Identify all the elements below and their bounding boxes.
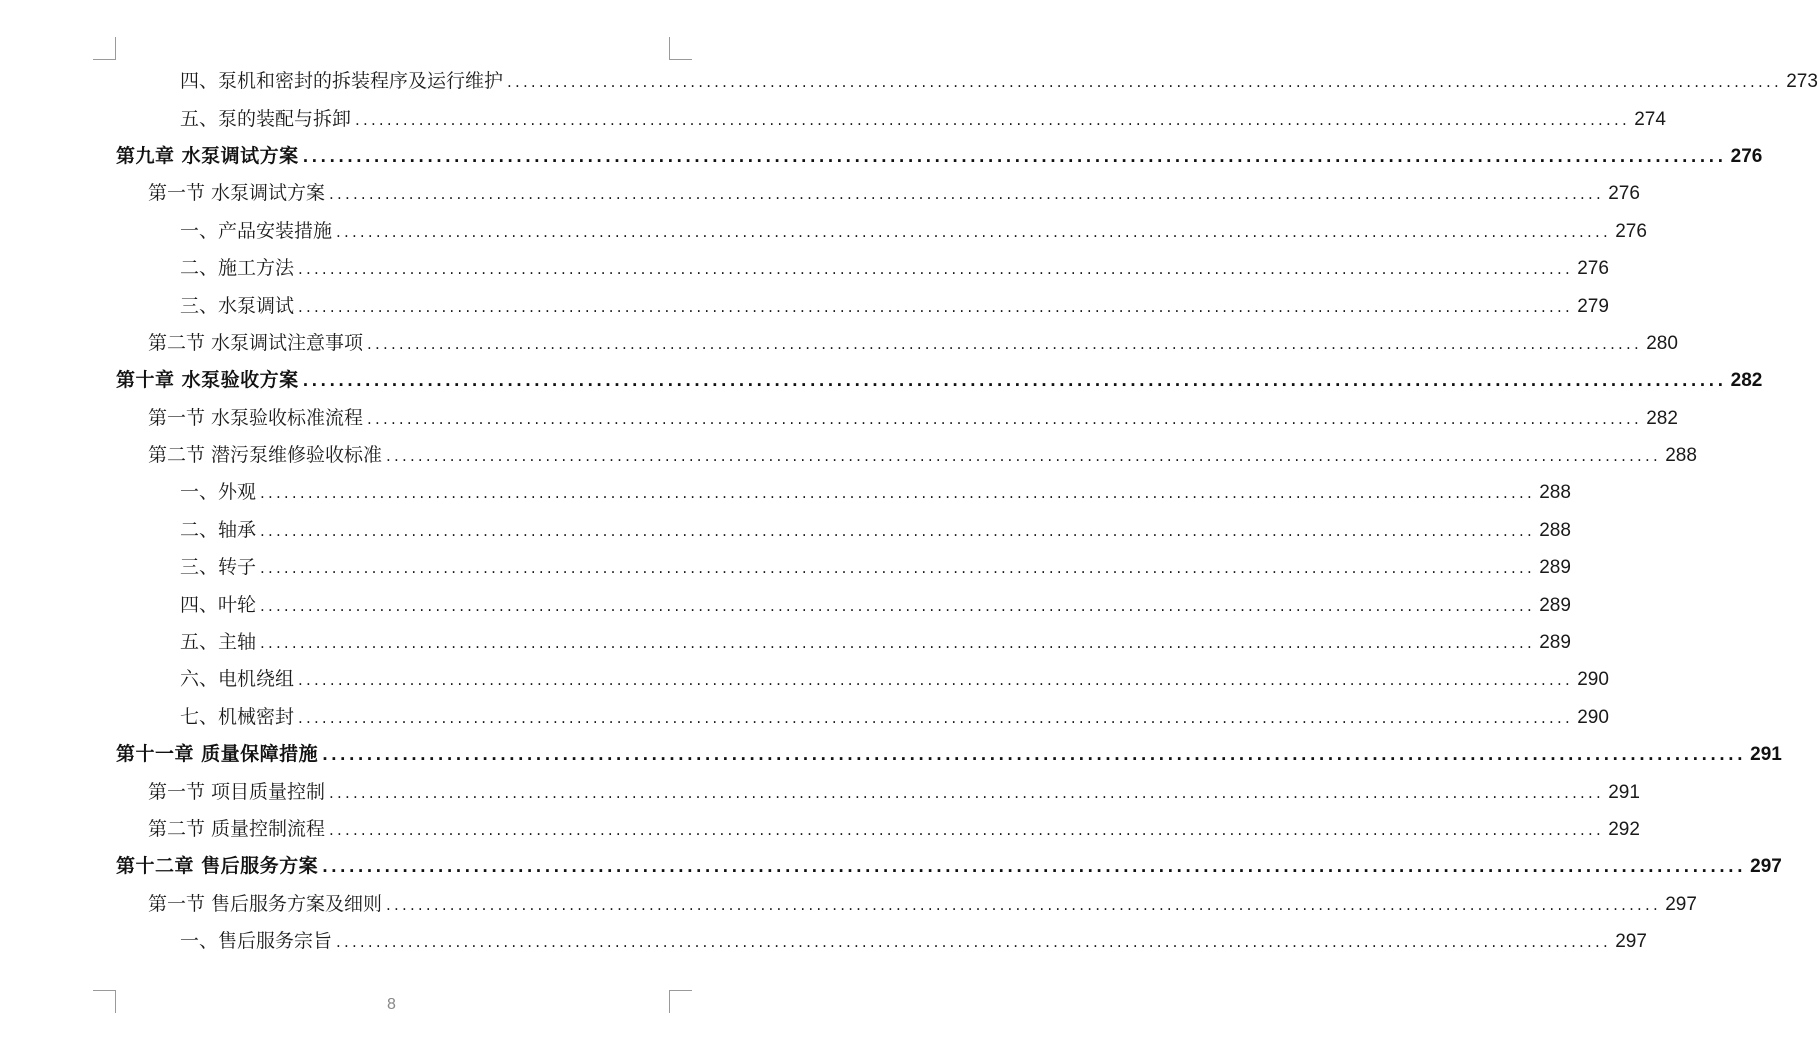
toc-entry-title: 四、叶轮 (180, 593, 257, 616)
toc-entry-page-number: 292 (1608, 819, 1640, 840)
toc-dot-leader: ................................................................................................................................................................ (302, 372, 1727, 391)
toc-dot-leader: ................................................................................................................................................................ (336, 222, 1611, 241)
toc-entry-title: 三、水泵调试 (180, 294, 295, 317)
toc-entry-subsection[interactable] (0, 661, 1609, 698)
toc-entry-subsection[interactable] (0, 699, 1609, 736)
toc-entry-page-number: 280 (1646, 332, 1678, 354)
toc-entry-title: 第九章 水泵调试方案 (116, 144, 299, 167)
toc-entry-subsection[interactable] (0, 474, 1571, 511)
toc-dot-leader: ................................................................................................................................................................ (322, 858, 1746, 877)
toc-entry-title: 第十二章 售后服务方案 (116, 855, 319, 878)
toc-entry-title: 七、机械密封 (180, 705, 295, 728)
toc-dot-leader: ................................................................................................................................................................ (329, 783, 1604, 802)
toc-entry-page-number: 288 (1539, 482, 1571, 504)
toc-entry-section[interactable] (0, 325, 1678, 362)
toc-entry-page-number: 289 (1539, 557, 1571, 579)
toc-entry-page-number: 276 (1577, 258, 1609, 280)
toc-entry-subsection[interactable] (0, 923, 1647, 960)
toc-entry-page-number: 276 (1615, 220, 1647, 242)
toc-entry-subsection[interactable] (0, 624, 1571, 661)
toc-entry-title: 第十一章 质量保障措施 (116, 743, 319, 766)
toc-entry-subsection[interactable] (0, 250, 1609, 287)
toc-dot-leader: ................................................................................................................................................................ (329, 821, 1604, 839)
page-number: 8 (387, 996, 396, 1013)
toc-entry-title: 五、泵的装配与拆卸 (180, 107, 352, 130)
toc-entry-section[interactable] (0, 886, 1697, 923)
toc-entry-section[interactable] (0, 400, 1678, 437)
toc-entry-title: 第二节 质量控制流程 (148, 818, 326, 840)
toc-dot-leader: ................................................................................................................................................................ (507, 73, 1782, 92)
toc-entry-page-number: 289 (1539, 632, 1571, 654)
toc-entry-title: 第二节 水泵调试注意事项 (148, 331, 364, 354)
toc-entry-title: 一、产品安装措施 (180, 219, 333, 242)
toc-entry-title: 三、转子 (180, 556, 257, 579)
toc-entry-chapter[interactable] (0, 736, 1782, 773)
toc-dot-leader: ................................................................................................................................................................ (260, 484, 1535, 503)
toc-dot-leader: ................................................................................................................................................................ (260, 634, 1535, 653)
toc-entry-subsection[interactable] (0, 586, 1571, 623)
toc-entry-subsection[interactable] (0, 512, 1571, 549)
toc-entry-title: 第一节 水泵验收标准流程 (148, 406, 364, 429)
toc-entry-subsection[interactable] (0, 100, 1666, 137)
toc-entry-page-number: 282 (1646, 407, 1678, 429)
toc-dot-leader: ................................................................................................................................................................ (260, 596, 1535, 615)
toc-entry-page-number: 297 (1665, 893, 1697, 915)
toc-entry-section[interactable] (0, 811, 1640, 848)
toc-entry-title: 第一节 售后服务方案及细则 (148, 892, 383, 915)
toc-dot-leader: ................................................................................................................................................................ (298, 297, 1573, 316)
toc-entry-chapter[interactable] (0, 138, 1763, 175)
toc-dot-leader: ................................................................................................................................................................ (322, 746, 1746, 765)
toc-dot-leader: ................................................................................................................................................................ (298, 671, 1573, 690)
toc-entry-chapter[interactable] (0, 848, 1782, 885)
toc-entry-page-number: 274 (1634, 108, 1666, 130)
toc-entry-page-number: 279 (1577, 295, 1609, 317)
toc-entry-page-number: 290 (1577, 706, 1609, 728)
toc-entry-subsection[interactable] (0, 549, 1571, 586)
toc-entry-page-number: 276 (1608, 183, 1640, 205)
toc-entry-section[interactable] (0, 773, 1640, 810)
toc-entry-subsection[interactable] (0, 213, 1647, 250)
toc-dot-leader: ................................................................................................................................................................ (329, 185, 1604, 204)
toc-entry-section[interactable] (0, 175, 1640, 212)
toc-dot-leader: ................................................................................................................................................................ (367, 334, 1642, 353)
toc-entry-title: 一、外观 (180, 481, 257, 504)
toc-entry-page-number: 282 (1730, 370, 1763, 392)
table-of-contents (0, 63, 1818, 960)
toc-entry-page-number: 297 (1615, 931, 1647, 953)
toc-dot-leader: ................................................................................................................................................................ (336, 933, 1611, 952)
toc-entry-page-number: 297 (1750, 856, 1782, 878)
toc-entry-title: 第一节 项目质量控制 (148, 780, 326, 803)
toc-entry-page-number: 273 (1786, 71, 1818, 93)
crop-mark-top-right (669, 37, 692, 60)
toc-dot-leader: ................................................................................................................................................................ (298, 260, 1573, 279)
toc-entry-title: 二、轴承 (180, 518, 257, 541)
toc-entry-page-number: 291 (1750, 744, 1782, 766)
toc-entry-title: 四、泵机和密封的拆装程序及运行维护 (180, 70, 504, 93)
toc-entry-subsection[interactable] (0, 63, 1818, 100)
toc-dot-leader: ................................................................................................................................................................ (386, 895, 1661, 914)
toc-entry-title: 第十章 水泵验收方案 (116, 369, 299, 392)
toc-entry-title: 第二节 潜污泵维修验收标准 (148, 444, 383, 467)
toc-entry-page-number: 289 (1539, 594, 1571, 616)
toc-entry-title: 二、施工方法 (180, 257, 295, 280)
toc-entry-section[interactable] (0, 437, 1697, 474)
toc-entry-title: 一、售后服务宗旨 (180, 930, 333, 953)
toc-entry-page-number: 290 (1577, 669, 1609, 691)
crop-mark-top-left (93, 37, 116, 60)
toc-dot-leader: ................................................................................................................................................................ (355, 110, 1630, 129)
toc-entry-page-number: 288 (1665, 445, 1697, 467)
toc-entry-title: 第一节 水泵调试方案 (148, 182, 326, 205)
toc-dot-leader: ................................................................................................................................................................ (302, 147, 1727, 166)
toc-entry-subsection[interactable] (0, 287, 1609, 324)
toc-entry-chapter[interactable] (0, 362, 1763, 399)
toc-dot-leader: ................................................................................................................................................................ (386, 447, 1661, 466)
toc-entry-title: 六、电机绕组 (180, 668, 295, 691)
toc-dot-leader: ................................................................................................................................................................ (260, 521, 1535, 540)
toc-dot-leader: ................................................................................................................................................................ (260, 559, 1535, 578)
toc-dot-leader: ................................................................................................................................................................ (298, 708, 1573, 727)
toc-entry-title: 五、主轴 (180, 631, 257, 654)
toc-entry-page-number: 276 (1730, 145, 1763, 167)
toc-entry-page-number: 291 (1608, 781, 1640, 803)
toc-dot-leader: ................................................................................................................................................................ (367, 409, 1642, 428)
toc-entry-page-number: 288 (1539, 519, 1571, 541)
